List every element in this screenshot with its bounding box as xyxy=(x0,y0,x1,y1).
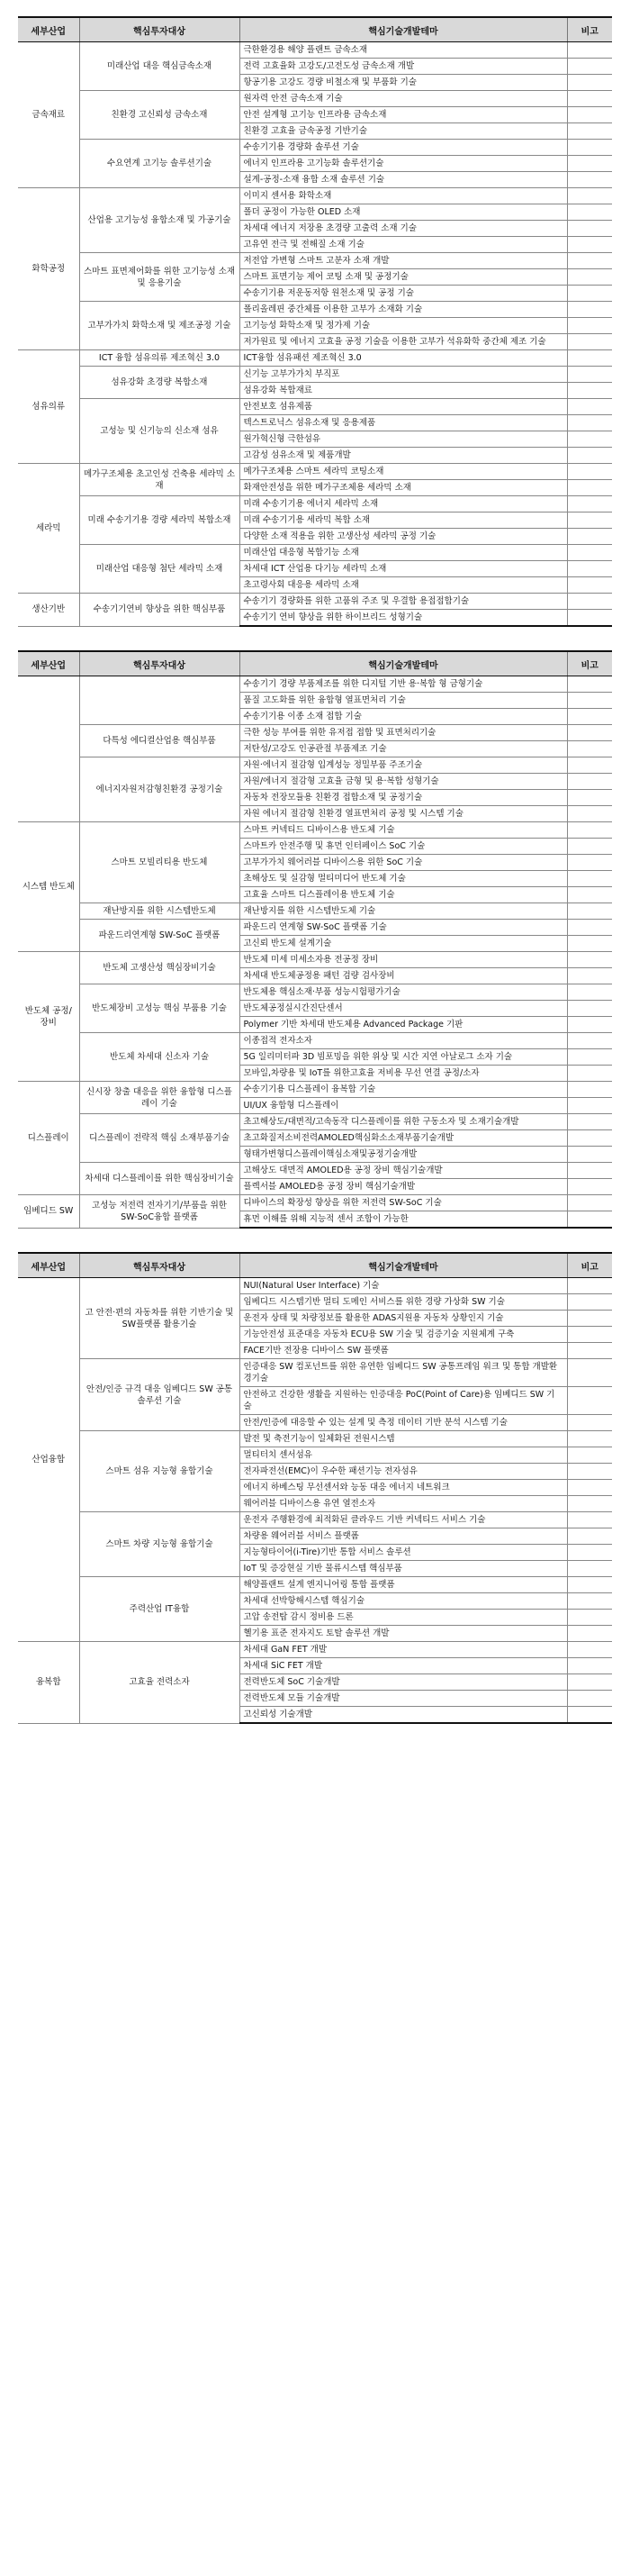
target-cell: 고 안전·편의 자동차를 위한 기반기술 및 SW플랫폼 활용기술 xyxy=(79,1278,239,1359)
theme-cell: 차세대 에너지 저장용 초경량 고출력 소재 기술 xyxy=(239,221,567,237)
sector-cell: 시스템 반도체 xyxy=(18,822,79,952)
note-cell xyxy=(567,1626,612,1642)
theme-cell: 반도체 미세 미세소자용 전공정 장비 xyxy=(239,952,567,968)
header-note: 비고 xyxy=(567,651,612,676)
sector-cell: 세라믹 xyxy=(18,464,79,594)
theme-cell: 극한 성능 부여를 위한 유저접 접합 및 표면처리기술 xyxy=(239,725,567,741)
theme-cell: 섬유강화 복합재료 xyxy=(239,383,567,399)
note-cell xyxy=(567,399,612,415)
target-cell: 디스플레이 전략적 핵심 소재부품기술 xyxy=(79,1114,239,1163)
table-row xyxy=(18,903,612,920)
target-cell: 반도체 차세대 신소자 기술 xyxy=(79,1033,239,1082)
note-cell xyxy=(567,887,612,903)
note-cell xyxy=(567,1387,612,1415)
note-cell xyxy=(567,968,612,984)
theme-cell: 안전하고 건강한 생활을 지원하는 인증대응 PoC(Point of Care)용 임베디드 SW 기술 xyxy=(239,1387,567,1415)
target-cell: 수송기기연비 향상을 위한 핵심부품 xyxy=(79,594,239,627)
note-cell xyxy=(567,512,612,529)
theme-cell: 초해상도 및 실감형 멀티미디어 반도체 기술 xyxy=(239,871,567,887)
table-row xyxy=(18,91,612,107)
note-cell xyxy=(567,1415,612,1431)
target-cell: 고효율 전력소자 xyxy=(79,1642,239,1724)
theme-cell: 헬기용 표준 전자지도 토탈 솔루션 개발 xyxy=(239,1626,567,1642)
note-cell xyxy=(567,1447,612,1464)
theme-cell: 기능안전성 표준대응 자동차 ECU용 SW 기술 및 검증기술 지원체계 구축 xyxy=(239,1327,567,1343)
theme-cell: 자원 에너지 절감형 친환경 열표면처리 공정 및 시스템 기술 xyxy=(239,806,567,822)
note-cell xyxy=(567,188,612,204)
table-row xyxy=(18,253,612,269)
theme-cell: 고신뢰 반도체 설계기술 xyxy=(239,936,567,952)
target-cell: 고성능 및 신기능의 신소재 섬유 xyxy=(79,399,239,464)
theme-cell: 해양플랜트 설계 엔지니어링 통합 플랫폼 xyxy=(239,1577,567,1593)
note-cell xyxy=(567,1327,612,1343)
table-row xyxy=(18,1114,612,1130)
note-cell xyxy=(567,204,612,221)
sector-cell: 디스플레이 xyxy=(18,1082,79,1195)
note-cell xyxy=(567,367,612,383)
note-cell xyxy=(567,286,612,302)
note-cell xyxy=(567,1211,612,1229)
theme-cell: 텍스트로닉스 섬유소재 및 응용제품 xyxy=(239,415,567,431)
theme-cell: 이미지 센서용 화학소재 xyxy=(239,188,567,204)
note-cell xyxy=(567,871,612,887)
header-row xyxy=(18,1253,612,1278)
note-cell xyxy=(567,594,612,610)
tech-table-3 xyxy=(18,1252,612,1724)
theme-cell: 메가구조체용 스마트 세라믹 코팅소재 xyxy=(239,464,567,480)
theme-cell: NUI(Natural User Interface) 기술 xyxy=(239,1278,567,1294)
theme-cell: 모바일,차량용 및 IoT를 위한고효율 저비용 무선 연결 공정/소자 xyxy=(239,1066,567,1082)
target-cell: 스마트 모빌리티용 반도체 xyxy=(79,822,239,903)
document-page xyxy=(18,16,612,1747)
target-cell: 반도체장비 고성능 핵심 부품용 기술 xyxy=(79,984,239,1033)
note-cell xyxy=(567,1528,612,1545)
theme-cell: 휴먼 이해를 위해 지능적 센서 조합이 가능한 xyxy=(239,1211,567,1229)
table-row xyxy=(18,1512,612,1528)
table-row xyxy=(18,1359,612,1387)
theme-cell: 고압 송전탑 감시 정비용 드론 xyxy=(239,1610,567,1626)
target-cell: 차세대 디스플레이를 위한 핵심장비기술 xyxy=(79,1163,239,1195)
note-cell xyxy=(567,1464,612,1480)
note-cell xyxy=(567,1359,612,1387)
note-cell xyxy=(567,1130,612,1147)
sector-cell: 반도체 공정/장비 xyxy=(18,952,79,1082)
theme-cell: 멀티터치 센서섬유 xyxy=(239,1447,567,1464)
theme-cell: IoT 및 증강현실 기반 물류시스템 핵심부품 xyxy=(239,1561,567,1577)
note-cell xyxy=(567,1147,612,1163)
theme-cell: 폴더 공정이 가능한 OLED 소재 xyxy=(239,204,567,221)
note-cell xyxy=(567,253,612,269)
theme-cell: 임베디드 시스템기반 멀티 도메인 서비스를 위한 경량 가상화 SW 기술 xyxy=(239,1294,567,1311)
note-cell xyxy=(567,1674,612,1691)
theme-cell: 안전보호 섬유제품 xyxy=(239,399,567,415)
note-cell xyxy=(567,1049,612,1066)
theme-cell: 전자파전선(EMC)이 우수한 패션기능 전자섬유 xyxy=(239,1464,567,1480)
note-cell xyxy=(567,1593,612,1610)
table-row xyxy=(18,1195,612,1211)
target-cell: 미래 수송기기용 경량 세라믹 복합소재 xyxy=(79,496,239,545)
note-cell xyxy=(567,676,612,693)
target-cell: 스마트 표면제어화를 위한 고기능성 소재 및 응용기술 xyxy=(79,253,239,302)
note-cell xyxy=(567,806,612,822)
target-cell: 섬유강화 초경량 복합소재 xyxy=(79,367,239,399)
header-sector: 세부산업 xyxy=(18,17,79,42)
note-cell xyxy=(567,610,612,627)
note-cell xyxy=(567,741,612,757)
theme-cell: 다양한 소재 적용을 위한 고생산성 세라믹 공정 기술 xyxy=(239,529,567,545)
theme-cell: 전력 고효율화 고강도/고전도성 금속소재 개발 xyxy=(239,59,567,75)
theme-cell: 형태가변형디스플레이핵심소재및공정기술개발 xyxy=(239,1147,567,1163)
note-cell xyxy=(567,1545,612,1561)
theme-cell: 고해상도 대면적 AMOLED용 공정 장비 핵심기술개발 xyxy=(239,1163,567,1179)
sector-cell: 섬유의류 xyxy=(18,350,79,464)
target-cell: 에너지자원저감형친환경 공정기술 xyxy=(79,757,239,822)
theme-cell: 미래 수송기기용 에너지 세라믹 소재 xyxy=(239,496,567,512)
note-cell xyxy=(567,59,612,75)
note-cell xyxy=(567,1658,612,1674)
note-cell xyxy=(567,1512,612,1528)
target-cell: 주력산업 IT융합 xyxy=(79,1577,239,1642)
note-cell xyxy=(567,1431,612,1447)
theme-cell: 운전자 주행환경에 최적화된 클라우드 기반 커넥티드 서비스 기술 xyxy=(239,1512,567,1528)
theme-cell: 차세대 GaN FET 개발 xyxy=(239,1642,567,1658)
note-cell xyxy=(567,350,612,367)
note-cell xyxy=(567,1195,612,1211)
theme-cell: 수송기기 경량화를 위한 고품위 주조 및 우결합 용접접합기술 xyxy=(239,594,567,610)
table-row xyxy=(18,399,612,415)
theme-cell: 반도체용 핵심소재·부품 성능시험평가기술 xyxy=(239,984,567,1001)
table-row xyxy=(18,920,612,936)
note-cell xyxy=(567,1610,612,1626)
target-cell: 신시장 창출 대응을 위한 융합형 디스플레이 기술 xyxy=(79,1082,239,1114)
note-cell xyxy=(567,577,612,594)
theme-cell: 전력반도체 SoC 기술개발 xyxy=(239,1674,567,1691)
note-cell xyxy=(567,1707,612,1724)
note-cell xyxy=(567,269,612,286)
table-row xyxy=(18,676,612,693)
theme-cell: 화재안전성을 위한 메가구조체용 세라믹 소재 xyxy=(239,480,567,496)
theme-cell: 원가혁신형 극한섬유 xyxy=(239,431,567,448)
sector-cell: 생산기반 xyxy=(18,594,79,627)
note-cell xyxy=(567,496,612,512)
table-row xyxy=(18,367,612,383)
sector-cell: 융복합 xyxy=(18,1642,79,1724)
theme-cell: 수송기기 경량 부품제조를 위한 디지털 기반 용·복합 형 금형기술 xyxy=(239,676,567,693)
note-cell xyxy=(567,334,612,350)
sector-cell: 산업융합 xyxy=(18,1278,79,1642)
note-cell xyxy=(567,431,612,448)
theme-cell: 차량용 웨어러블 서비스 플랫폼 xyxy=(239,1528,567,1545)
header-sector: 세부산업 xyxy=(18,1253,79,1278)
header-target: 핵심투자대상 xyxy=(79,1253,239,1278)
theme-cell: 웨어러블 디바이스용 유연 열전소자 xyxy=(239,1496,567,1512)
note-cell xyxy=(567,920,612,936)
target-cell: 친환경 고신뢰성 금속소재 xyxy=(79,91,239,140)
note-cell xyxy=(567,1017,612,1033)
note-cell xyxy=(567,302,612,318)
theme-cell: 미래산업 대응형 복합기능 소재 xyxy=(239,545,567,561)
note-cell xyxy=(567,936,612,952)
theme-cell: 발전 및 축전기능이 일체화된 전원시스템 xyxy=(239,1431,567,1447)
table-row xyxy=(18,464,612,480)
note-cell xyxy=(567,448,612,464)
table-row xyxy=(18,496,612,512)
theme-cell: 지능형타이어(i-Tire)기반 통합 서비스 솔루션 xyxy=(239,1545,567,1561)
header-row xyxy=(18,651,612,676)
sector-cell xyxy=(18,676,79,822)
table-row xyxy=(18,1163,612,1179)
note-cell xyxy=(567,1066,612,1082)
theme-cell: 전력반도체 모듈 기술개발 xyxy=(239,1691,567,1707)
note-cell xyxy=(567,855,612,871)
note-cell xyxy=(567,1001,612,1017)
target-cell: 반도체 고생산성 핵심장비기술 xyxy=(79,952,239,984)
note-cell xyxy=(567,75,612,91)
tech-table-1 xyxy=(18,16,612,627)
target-cell: 미래산업 대응 핵심금속소재 xyxy=(79,42,239,91)
target-cell: 수요연계 고기능 솔루션기술 xyxy=(79,140,239,188)
theme-cell: 품질 고도화를 위한 융합형 열표면처리 기술 xyxy=(239,693,567,709)
note-cell xyxy=(567,156,612,172)
note-cell xyxy=(567,839,612,855)
note-cell xyxy=(567,774,612,790)
theme-cell: UI/UX 융합형 디스플레이 xyxy=(239,1098,567,1114)
table-row xyxy=(18,1431,612,1447)
theme-cell: 항공기용 고강도 경량 비철소재 및 부품화 기술 xyxy=(239,75,567,91)
table-row xyxy=(18,545,612,561)
target-cell: 고부가가치 화학소재 및 제조공정 기술 xyxy=(79,302,239,350)
theme-cell: 수송기기용 이종 소재 접합 기술 xyxy=(239,709,567,725)
note-cell xyxy=(567,903,612,920)
note-cell xyxy=(567,1294,612,1311)
note-cell xyxy=(567,237,612,253)
theme-cell: 친환경 고효율 금속공정 기반기술 xyxy=(239,123,567,140)
target-cell: 파운드리연계형 SW-SoC 플랫폼 xyxy=(79,920,239,952)
note-cell xyxy=(567,984,612,1001)
note-cell xyxy=(567,529,612,545)
theme-cell: 수송기기용 경량화 솔루션 기술 xyxy=(239,140,567,156)
target-cell: 안전/인증 규격 대응 임베디드 SW 공통 솔루션 기술 xyxy=(79,1359,239,1431)
theme-cell: 차세대 ICT 산업용 다기능 세라믹 소재 xyxy=(239,561,567,577)
theme-cell: 에너지 인프라용 고기능화 솔루션기술 xyxy=(239,156,567,172)
table-row xyxy=(18,302,612,318)
note-cell xyxy=(567,1480,612,1496)
table-row xyxy=(18,1642,612,1658)
theme-cell: 재난방지를 위한 시스템반도체 기술 xyxy=(239,903,567,920)
theme-cell: 수송기기 연비 향상을 위한 하이브리드 성형기술 xyxy=(239,610,567,627)
note-cell xyxy=(567,1179,612,1195)
note-cell xyxy=(567,415,612,431)
theme-cell: 자동차 전장모듈용 친환경 접합소재 및 공정기술 xyxy=(239,790,567,806)
table-row xyxy=(18,594,612,610)
table-row xyxy=(18,984,612,1001)
theme-cell: 저전압 가변형 스마트 고분자 소재 개발 xyxy=(239,253,567,269)
theme-cell: 설계-공정-소재 융합 소재 솔루션 기술 xyxy=(239,172,567,188)
theme-cell: 고유연 전극 및 전해질 소재 기술 xyxy=(239,237,567,253)
target-cell: ICT 융합 섬유의류 제조혁신 3.0 xyxy=(79,350,239,367)
theme-cell: 안전 설계형 고기능 인프라용 금속소재 xyxy=(239,107,567,123)
theme-cell: 스마트 커넥티드 디바이스용 반도체 기술 xyxy=(239,822,567,839)
theme-cell: 신기능 고부가가치 부직포 xyxy=(239,367,567,383)
note-cell xyxy=(567,757,612,774)
theme-cell: 플렉서블 AMOLED용 공정 장비 핵심기술개발 xyxy=(239,1179,567,1195)
note-cell xyxy=(567,1163,612,1179)
target-cell: 스마트 섬유 지능형 융합기술 xyxy=(79,1431,239,1512)
note-cell xyxy=(567,725,612,741)
theme-cell: 반도체공정실시간진단센서 xyxy=(239,1001,567,1017)
note-cell xyxy=(567,123,612,140)
sector-cell: 화학공정 xyxy=(18,188,79,350)
note-cell xyxy=(567,1577,612,1593)
theme-cell: 차세대 반도체공정용 패턴 검량 검사장비 xyxy=(239,968,567,984)
note-cell xyxy=(567,1561,612,1577)
theme-cell: 고감성 섬유소재 및 제품개발 xyxy=(239,448,567,464)
note-cell xyxy=(567,709,612,725)
header-note: 비고 xyxy=(567,1253,612,1278)
header-row xyxy=(18,17,612,42)
table-row xyxy=(18,952,612,968)
theme-cell: 초고화질저소비전력AMOLED핵심화소소재부품기술개발 xyxy=(239,1130,567,1147)
table-row xyxy=(18,188,612,204)
table-row xyxy=(18,1278,612,1294)
note-cell xyxy=(567,1311,612,1327)
theme-cell: 고효율 스마트 디스플레이용 반도체 기술 xyxy=(239,887,567,903)
tech-table-2 xyxy=(18,650,612,1229)
note-cell xyxy=(567,42,612,59)
theme-cell: 파운드리 연계형 SW-SoC 플랫폼 기술 xyxy=(239,920,567,936)
theme-cell: 수송기기용 디스플레이 융복합 기술 xyxy=(239,1082,567,1098)
note-cell xyxy=(567,545,612,561)
note-cell xyxy=(567,561,612,577)
theme-cell: 초고해상도/대면적/고속동작 디스플레이를 위한 구동소자 및 소재기술개발 xyxy=(239,1114,567,1130)
theme-cell: 저탄성/고강도 인공관절 부품제조 기술 xyxy=(239,741,567,757)
theme-cell: 스마트카 안전주행 및 휴먼 인터페이스 SoC 기술 xyxy=(239,839,567,855)
note-cell xyxy=(567,693,612,709)
note-cell xyxy=(567,140,612,156)
theme-cell: 인증대응 SW 컴포넌트를 위한 유연한 임베디드 SW 공통프레임 워크 및 통합 개발환경기술 xyxy=(239,1359,567,1387)
table-row xyxy=(18,42,612,59)
sector-cell: 임베디드 SW xyxy=(18,1195,79,1229)
theme-cell: 저가원료 및 에너지 고효율 공정 기술을 이용한 고부가 석유화학 중간체 제조 기술 xyxy=(239,334,567,350)
note-cell xyxy=(567,91,612,107)
theme-cell: 미래 수송기기용 세라믹 복합 소재 xyxy=(239,512,567,529)
header-theme: 핵심기술개발테마 xyxy=(239,651,567,676)
theme-cell: 수송기기용 저운동저항 원천소재 및 공정 기술 xyxy=(239,286,567,302)
note-cell xyxy=(567,107,612,123)
note-cell xyxy=(567,221,612,237)
note-cell xyxy=(567,790,612,806)
sector-cell: 금속재료 xyxy=(18,42,79,188)
note-cell xyxy=(567,1496,612,1512)
note-cell xyxy=(567,172,612,188)
target-cell xyxy=(79,676,239,725)
note-cell xyxy=(567,822,612,839)
target-cell: 미래산업 대응형 첨단 세라믹 소재 xyxy=(79,545,239,594)
note-cell xyxy=(567,464,612,480)
theme-cell: 폴리올레핀 중간체를 이용한 고부가 소재화 기술 xyxy=(239,302,567,318)
note-cell xyxy=(567,1114,612,1130)
note-cell xyxy=(567,1033,612,1049)
table-row xyxy=(18,350,612,367)
note-cell xyxy=(567,1642,612,1658)
theme-cell: ICT융합 섬유패션 제조혁신 3.0 xyxy=(239,350,567,367)
theme-cell: 이종접적 전자소자 xyxy=(239,1033,567,1049)
theme-cell: 에너지 하베스팅 무선센서와 능동 대응 에너지 네트워크 xyxy=(239,1480,567,1496)
target-cell: 메가구조체용 초고인성 건축용 세라믹 소재 xyxy=(79,464,239,496)
table-row xyxy=(18,725,612,741)
target-cell: 재난방지를 위한 시스템반도체 xyxy=(79,903,239,920)
table-row xyxy=(18,757,612,774)
theme-cell: 고기능성 화학소재 및 정가제 기술 xyxy=(239,318,567,334)
note-cell xyxy=(567,318,612,334)
theme-cell: 고부가가치 웨어러블 디바이스용 위한 SoC 기술 xyxy=(239,855,567,871)
note-cell xyxy=(567,1691,612,1707)
note-cell xyxy=(567,1082,612,1098)
theme-cell: FACE기반 전장용 디바이스 SW 플랫폼 xyxy=(239,1343,567,1359)
table-row xyxy=(18,822,612,839)
target-cell: 다특성 에디컬산업용 핵심부품 xyxy=(79,725,239,757)
theme-cell: 극한환경용 해양 플랜트 금속소재 xyxy=(239,42,567,59)
header-theme: 핵심기술개발테마 xyxy=(239,1253,567,1278)
theme-cell: 안전/인증에 대응할 수 있는 설계 및 측정 데이터 기반 분석 시스템 기술 xyxy=(239,1415,567,1431)
theme-cell: 스마트 표면기능 제어 코팅 소재 및 공정기술 xyxy=(239,269,567,286)
note-cell xyxy=(567,480,612,496)
header-theme: 핵심기술개발테마 xyxy=(239,17,567,42)
header-sector: 세부산업 xyxy=(18,651,79,676)
table-row xyxy=(18,140,612,156)
theme-cell: 차세대 선박항해시스템 핵심기술 xyxy=(239,1593,567,1610)
theme-cell: 원자력 안전 금속소재 기술 xyxy=(239,91,567,107)
table-row xyxy=(18,1033,612,1049)
theme-cell: 초고령사회 대응용 세라믹 소재 xyxy=(239,577,567,594)
target-cell: 고성능 저전력 전자기기/부품을 위한 SW-SoC융합 플랫폼 xyxy=(79,1195,239,1229)
table-row xyxy=(18,1577,612,1593)
theme-cell: Polymer 기반 차세대 반도체용 Advanced Package 기판 xyxy=(239,1017,567,1033)
theme-cell: 5G 일리미터파 3D 빔포밍을 위한 위상 및 시간 지연 아날로그 소자 기술 xyxy=(239,1049,567,1066)
note-cell xyxy=(567,383,612,399)
header-target: 핵심투자대상 xyxy=(79,17,239,42)
note-cell xyxy=(567,1343,612,1359)
theme-cell: 운전자 상태 및 차량정보를 활용한 ADAS지원용 자동차 상황인지 기술 xyxy=(239,1311,567,1327)
table-row xyxy=(18,1082,612,1098)
theme-cell: 디바이스의 확장성 향상을 위한 저전력 SW-SoC 기술 xyxy=(239,1195,567,1211)
note-cell xyxy=(567,952,612,968)
note-cell xyxy=(567,1278,612,1294)
target-cell: 산업용 고기능성 융합소재 및 가공기술 xyxy=(79,188,239,253)
header-target: 핵심투자대상 xyxy=(79,651,239,676)
note-cell xyxy=(567,1098,612,1114)
target-cell: 스마트 차량 지능형 융합기술 xyxy=(79,1512,239,1577)
theme-cell: 차세대 SiC FET 개발 xyxy=(239,1658,567,1674)
theme-cell: 고신뢰성 기술개발 xyxy=(239,1707,567,1724)
theme-cell: 자원/에너지 절감형 고효율 금형 및 용·복합 성형기술 xyxy=(239,774,567,790)
header-note: 비고 xyxy=(567,17,612,42)
theme-cell: 자원·에너지 절감형 입계성능 정밀부품 주조기술 xyxy=(239,757,567,774)
